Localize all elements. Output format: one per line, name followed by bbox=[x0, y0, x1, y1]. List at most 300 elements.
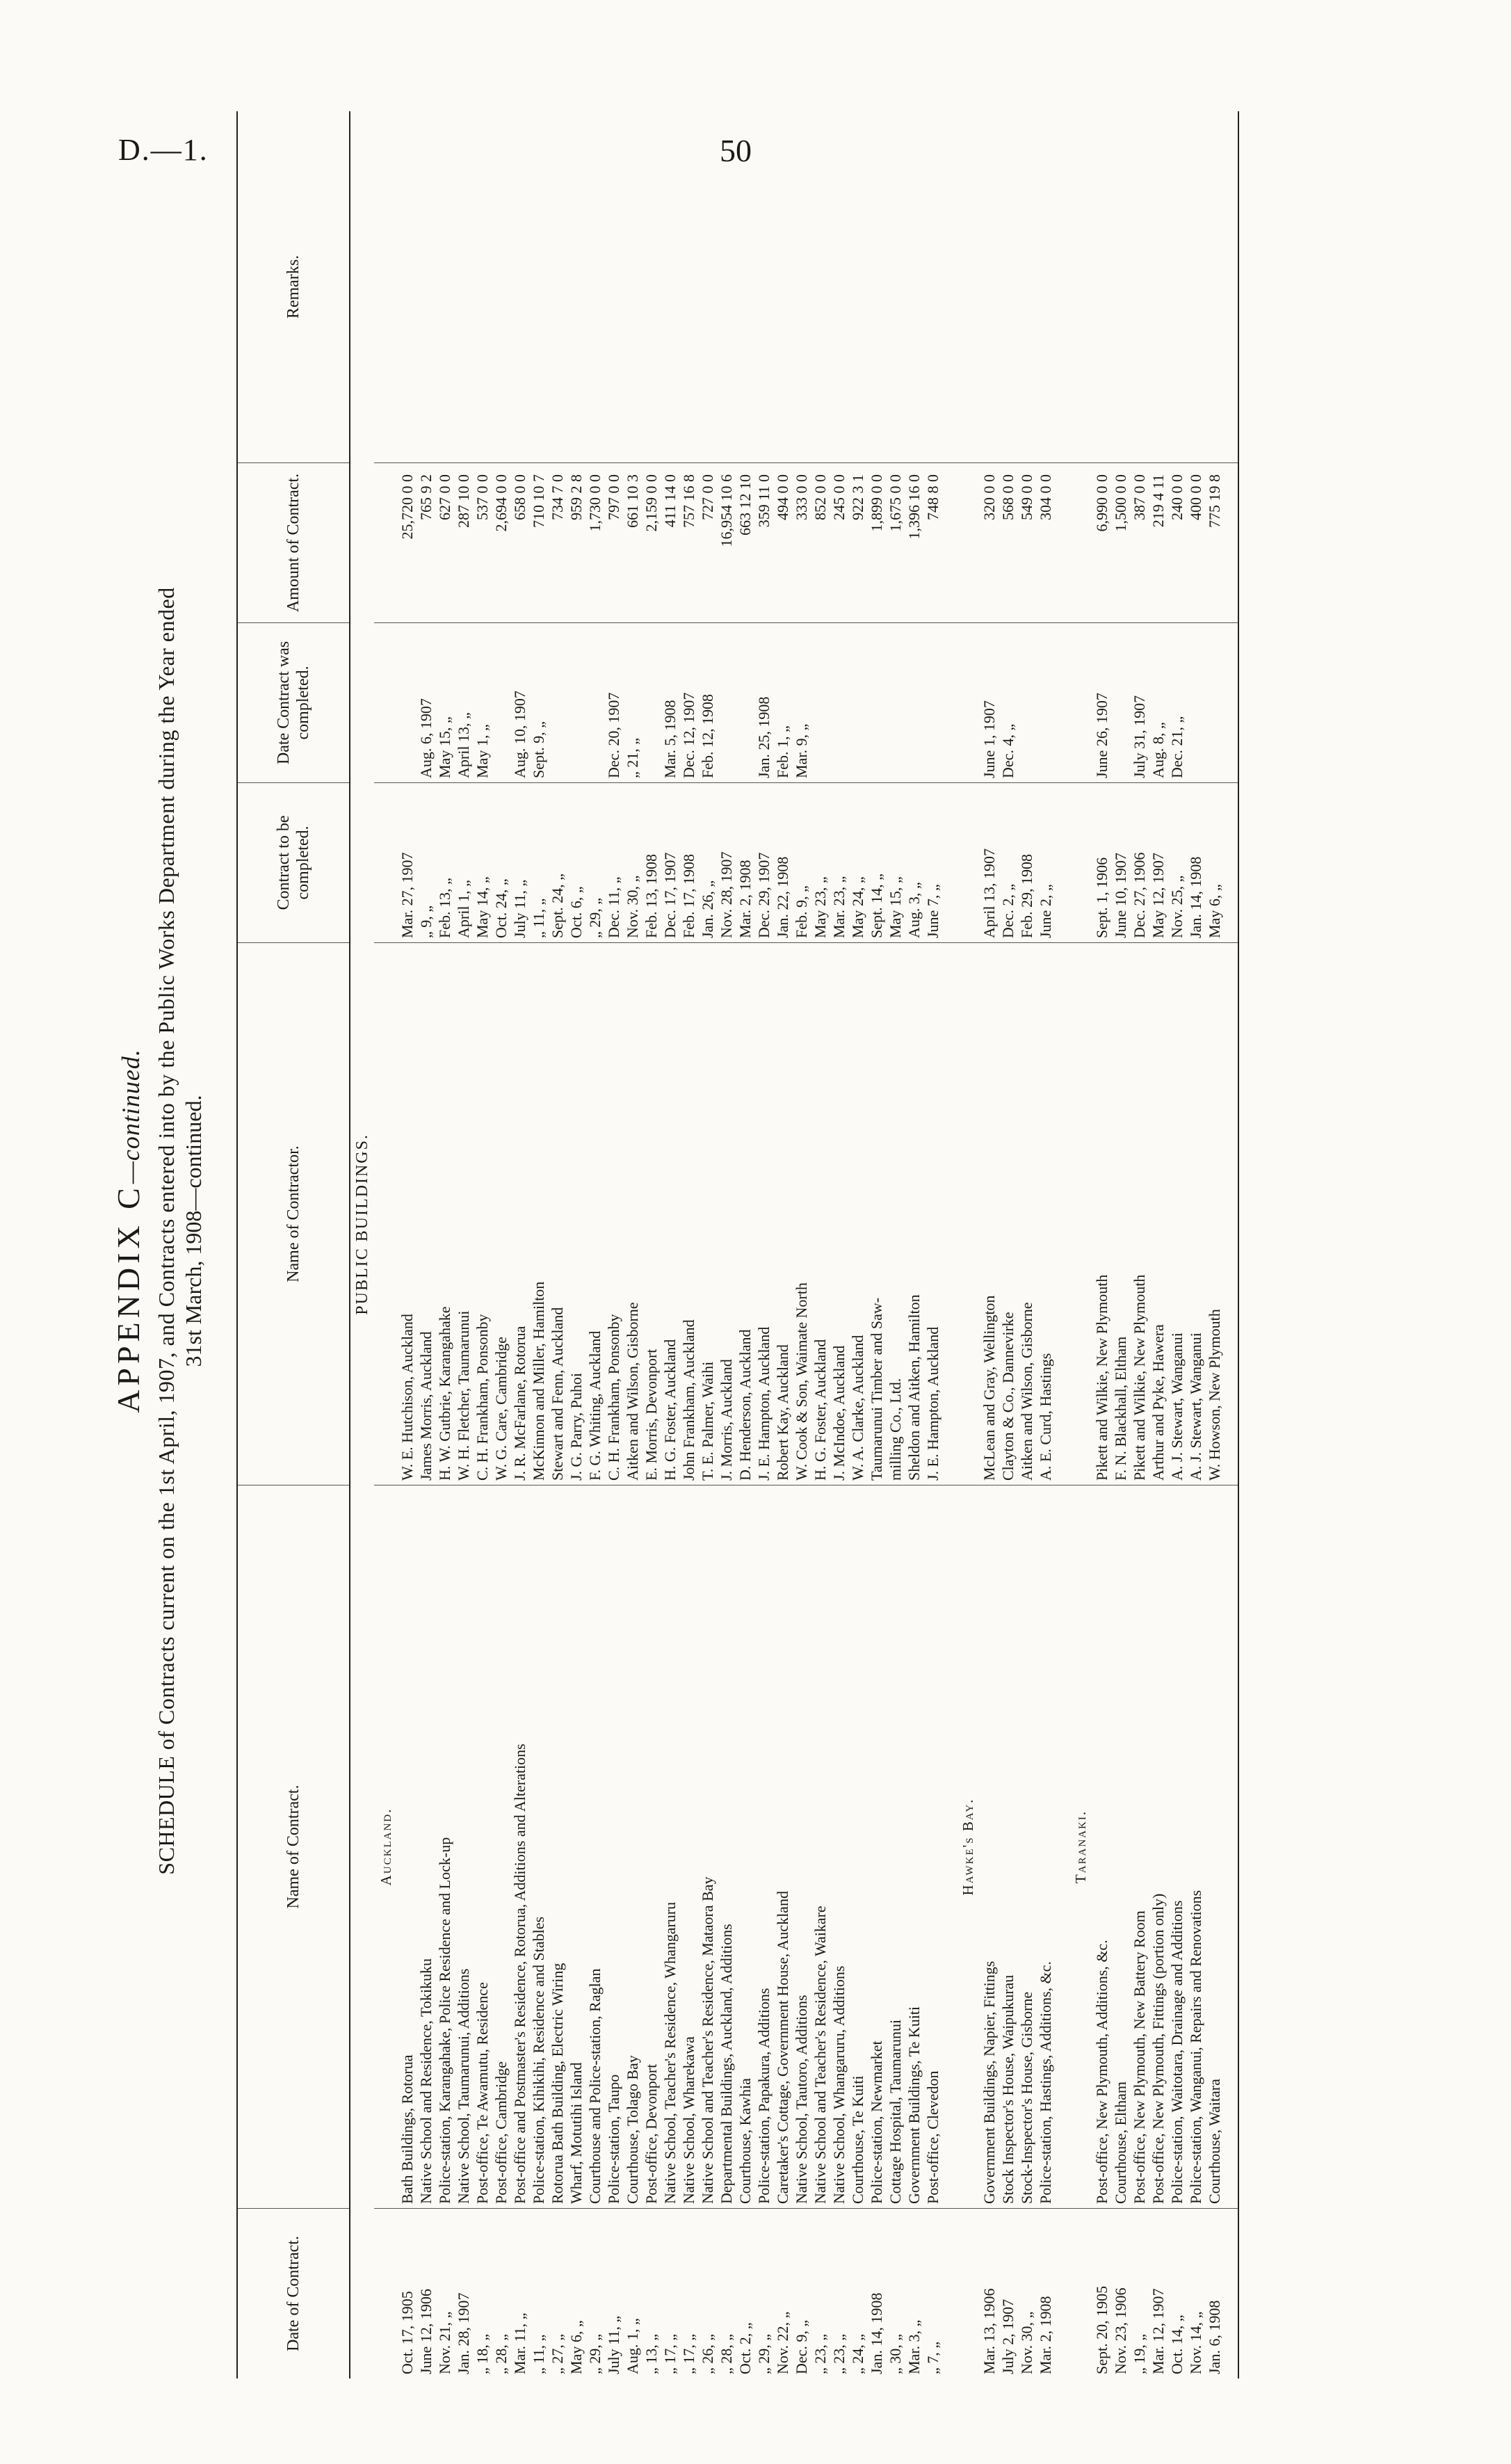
date-completed: Dec. 4, „ bbox=[999, 622, 1017, 782]
table-row bbox=[1167, 111, 1186, 2378]
empty-cell bbox=[473, 111, 492, 462]
empty-cell bbox=[1224, 782, 1238, 942]
amount-of-contract: 333 0 0 bbox=[792, 462, 811, 622]
date-of-contract: Jan. 28, 1907 bbox=[454, 2208, 473, 2378]
table-row bbox=[642, 111, 661, 2378]
empty-cell bbox=[956, 111, 980, 462]
table-row bbox=[923, 111, 942, 2378]
table-row bbox=[1205, 111, 1224, 2378]
empty-cell bbox=[1036, 111, 1055, 462]
contract-to-be-completed: Mar. 27, 1907 bbox=[398, 782, 417, 942]
contract-to-be-completed: Feb. 29, 1908 bbox=[1017, 782, 1036, 942]
name-of-contract: Departmental Buildings, Auckland, Additions bbox=[717, 1485, 736, 2208]
date-completed bbox=[1036, 622, 1055, 782]
rotated-page-content bbox=[104, 83, 1384, 2378]
name-of-contractor: milling Co., Ltd. bbox=[886, 942, 905, 1485]
amount-of-contract: 400 0 0 bbox=[1186, 462, 1205, 622]
amount-of-contract: 658 0 0 bbox=[510, 462, 529, 622]
header-to-complete: Contract to be completed. bbox=[238, 782, 349, 942]
date-of-contract: „ 18, „ bbox=[473, 2208, 492, 2378]
page-number: 50 bbox=[720, 133, 752, 168]
table-row bbox=[698, 111, 717, 2378]
date-completed bbox=[811, 622, 830, 782]
empty-cell bbox=[623, 111, 642, 462]
name-of-contractor: Pikett and Wilkie, New Plymouth bbox=[1092, 942, 1111, 1485]
name-of-contract: Courthouse, Eltham bbox=[1111, 1485, 1130, 2208]
date-completed: Dec. 12, 1907 bbox=[679, 622, 698, 782]
empty-cell bbox=[642, 111, 661, 462]
amount-of-contract: 219 4 11 bbox=[1149, 462, 1167, 622]
date-of-contract: Dec. 9, „ bbox=[792, 2208, 811, 2378]
empty-cell bbox=[1069, 942, 1092, 1485]
amount-of-contract: 727 0 0 bbox=[698, 462, 717, 622]
name-of-contract: Courthouse, Kawhia bbox=[736, 1485, 754, 2208]
name-of-contract: Post-office, Te Awamutu, Residence bbox=[473, 1485, 492, 2208]
empty-cell bbox=[956, 942, 980, 1485]
name-of-contractor: Sheldon and Aitken, Hamilton bbox=[905, 942, 923, 1485]
contract-to-be-completed: May 6, „ bbox=[1205, 782, 1224, 942]
date-completed bbox=[867, 622, 886, 782]
empty-cell bbox=[717, 111, 736, 462]
name-of-contractor: J. McIndoe, Auckland bbox=[830, 942, 848, 1485]
empty-cell bbox=[585, 111, 604, 462]
contract-to-be-completed: Dec. 29, 1907 bbox=[754, 782, 773, 942]
contract-to-be-completed: Aug. 3, „ bbox=[905, 782, 923, 942]
amount-of-contract: 25,720 0 0 bbox=[398, 462, 417, 622]
date-completed: Feb. 12, 1908 bbox=[698, 622, 717, 782]
contract-to-be-completed: May 24, „ bbox=[848, 782, 867, 942]
name-of-contractor: W. E. Hutchison, Auckland bbox=[398, 942, 417, 1485]
date-completed: Jan. 25, 1908 bbox=[754, 622, 773, 782]
date-completed bbox=[830, 622, 848, 782]
name-of-contractor: C. H. Frankham, Ponsonby bbox=[473, 942, 492, 1485]
region-heading-row bbox=[956, 111, 980, 2378]
name-of-contractor: John Frankham, Auckland bbox=[679, 942, 698, 1485]
page-reference: D.—1. bbox=[118, 133, 209, 167]
empty-cell bbox=[1055, 782, 1069, 942]
contract-to-be-completed: Feb. 13, 1908 bbox=[642, 782, 661, 942]
empty-cell bbox=[980, 111, 999, 462]
name-of-contract: Government Buildings, Te Kuiti bbox=[905, 1485, 923, 2208]
date-completed: Aug. 8, „ bbox=[1149, 622, 1167, 782]
name-of-contractor: J. Morris, Auckland bbox=[717, 942, 736, 1485]
name-of-contractor: J. R. McFarlane, Rotorua bbox=[510, 942, 529, 1485]
date-of-contract: „ 28, „ bbox=[492, 2208, 510, 2378]
table-row bbox=[435, 111, 454, 2378]
table-row bbox=[736, 111, 754, 2378]
table-row bbox=[454, 111, 473, 2378]
name-of-contract: Stock-Inspector's House, Gisborne bbox=[1017, 1485, 1036, 2208]
amount-of-contract: 240 0 0 bbox=[1167, 462, 1186, 622]
name-of-contractor: Aitken and Wilson, Gisborne bbox=[1017, 942, 1036, 1485]
amount-of-contract: 775 19 8 bbox=[1205, 462, 1224, 622]
empty-cell bbox=[1224, 2208, 1238, 2378]
section-spacer bbox=[1055, 111, 1069, 2378]
date-of-contract: July 2, 1907 bbox=[999, 2208, 1017, 2378]
empty-cell bbox=[1055, 1485, 1069, 2208]
name-of-contractor: Taumarunui Timber and Saw- bbox=[867, 942, 886, 1485]
name-of-contractor: F. G. Whiting, Auckland bbox=[585, 942, 604, 1485]
table-body bbox=[350, 111, 1238, 2378]
empty-cell bbox=[1069, 2208, 1092, 2378]
contract-to-be-completed: Sept. 1, 1906 bbox=[1092, 782, 1111, 942]
date-completed: Feb. 1, „ bbox=[773, 622, 792, 782]
empty-cell bbox=[454, 111, 473, 462]
amount-of-contract: 16,954 10 6 bbox=[717, 462, 736, 622]
name-of-contract: Stock Inspector's House, Waipukurau bbox=[999, 1485, 1017, 2208]
empty-cell bbox=[604, 111, 623, 462]
empty-cell bbox=[374, 942, 398, 1485]
empty-cell bbox=[1055, 942, 1069, 1485]
name-of-contract: Courthouse, Tolago Bay bbox=[623, 1485, 642, 2208]
empty-cell bbox=[1224, 462, 1238, 622]
empty-cell bbox=[661, 111, 679, 462]
name-of-contractor: A. J. Stewart, Wanganui bbox=[1186, 942, 1205, 1485]
empty-cell bbox=[1224, 942, 1238, 1485]
empty-cell bbox=[999, 111, 1017, 462]
contract-to-be-completed: Sept. 14, „ bbox=[867, 782, 886, 942]
empty-cell bbox=[792, 111, 811, 462]
amount-of-contract: 287 10 0 bbox=[454, 462, 473, 622]
name-of-contract: Native School and Teacher's Residence, Waikare bbox=[811, 1485, 830, 2208]
amount-of-contract: 549 0 0 bbox=[1017, 462, 1036, 622]
schedule-title-line-2: 31st March, 1908—continued. bbox=[181, 1095, 206, 1367]
empty-cell bbox=[867, 111, 886, 462]
amount-of-contract: 1,730 0 0 bbox=[585, 462, 604, 622]
header-contractor: Name of Contractor. bbox=[238, 942, 349, 1485]
amount-of-contract: 757 16 8 bbox=[679, 462, 698, 622]
empty-cell bbox=[1055, 2208, 1069, 2378]
empty-cell bbox=[811, 111, 830, 462]
date-completed bbox=[398, 622, 417, 782]
contract-to-be-completed: July 11, „ bbox=[510, 782, 529, 942]
contract-to-be-completed: Jan. 14, 1908 bbox=[1186, 782, 1205, 942]
date-of-contract: Mar. 11, „ bbox=[510, 2208, 529, 2378]
category-heading: PUBLIC BUILDINGS. bbox=[353, 1134, 371, 1315]
amount-of-contract: 922 3 1 bbox=[848, 462, 867, 622]
table-row bbox=[999, 111, 1017, 2378]
contract-to-be-completed: Dec. 17, 1907 bbox=[661, 782, 679, 942]
empty-cell bbox=[1055, 622, 1069, 782]
date-of-contract: Mar. 3, „ bbox=[905, 2208, 923, 2378]
empty-cell bbox=[492, 111, 510, 462]
empty-cell bbox=[923, 111, 942, 462]
name-of-contract: Native School, Tautoro, Additions bbox=[792, 1485, 811, 2208]
date-of-contract: June 12, 1906 bbox=[417, 2208, 435, 2378]
contract-to-be-completed: „ 9, „ bbox=[417, 782, 435, 942]
empty-cell bbox=[1167, 111, 1186, 462]
name-of-contractor: Pikett and Wilkie, New Plymouth bbox=[1130, 942, 1149, 1485]
date-of-contract: Sept. 20, 1905 bbox=[1092, 2208, 1111, 2378]
amount-of-contract: 494 0 0 bbox=[773, 462, 792, 622]
table-row bbox=[623, 111, 642, 2378]
region-heading: Hawke's Bay. bbox=[956, 1485, 980, 2208]
date-of-contract: „ 27, „ bbox=[548, 2208, 567, 2378]
amount-of-contract: 852 0 0 bbox=[811, 462, 830, 622]
empty-cell bbox=[698, 111, 717, 462]
date-completed: April 13, „ bbox=[454, 622, 473, 782]
table-row bbox=[679, 111, 698, 2378]
table-row bbox=[1149, 111, 1167, 2378]
table-row bbox=[585, 111, 604, 2378]
amount-of-contract: 627 0 0 bbox=[435, 462, 454, 622]
empty-cell bbox=[374, 462, 398, 622]
table-row bbox=[1130, 111, 1149, 2378]
table-row bbox=[867, 111, 886, 2378]
table-row bbox=[548, 111, 567, 2378]
amount-of-contract: 387 0 0 bbox=[1130, 462, 1149, 622]
contract-to-be-completed: Nov. 25, „ bbox=[1167, 782, 1186, 942]
section-spacer bbox=[1224, 111, 1238, 2378]
amount-of-contract: 2,159 0 0 bbox=[642, 462, 661, 622]
header-completed: Date Contract was completed. bbox=[238, 622, 349, 782]
contract-to-be-completed: April 1, „ bbox=[454, 782, 473, 942]
table-row bbox=[1186, 111, 1205, 2378]
table-header-row bbox=[238, 111, 350, 2378]
empty-cell bbox=[1055, 462, 1069, 622]
name-of-contract: Police-station, Karangahake, Police Residence and Lock-up bbox=[435, 1485, 454, 2208]
name-of-contract: Police-station, Kihikihi, Residence and Stables bbox=[529, 1485, 548, 2208]
contract-to-be-completed: May 15, „ bbox=[886, 782, 905, 942]
name-of-contractor: McLean and Gray, Wellington bbox=[980, 942, 999, 1485]
name-of-contractor: Robert Kay, Auckland bbox=[773, 942, 792, 1485]
empty-cell bbox=[1224, 1485, 1238, 2208]
name-of-contractor: E. Morris, Devonport bbox=[642, 942, 661, 1485]
date-of-contract: May 6, „ bbox=[567, 2208, 585, 2378]
contract-to-be-completed: Feb. 17, 1908 bbox=[679, 782, 698, 942]
name-of-contractor: W. H. Fletcher, Taumarunui bbox=[454, 942, 473, 1485]
empty-cell bbox=[1017, 111, 1036, 462]
table-row bbox=[905, 111, 923, 2378]
name-of-contractor: T. E. Palmer, Waihi bbox=[698, 942, 717, 1485]
name-of-contract: Post-office, Devonport bbox=[642, 1485, 661, 2208]
date-completed bbox=[548, 622, 567, 782]
date-of-contract: „ 11, „ bbox=[529, 2208, 548, 2378]
contract-to-be-completed: June 10, 1907 bbox=[1111, 782, 1130, 942]
empty-cell bbox=[1186, 111, 1205, 462]
contract-to-be-completed: Mar. 2, 1908 bbox=[736, 782, 754, 942]
name-of-contractor: F. N. Blackhall, Eltham bbox=[1111, 942, 1130, 1485]
date-of-contract: Mar. 2, 1908 bbox=[1036, 2208, 1055, 2378]
table-row bbox=[1036, 111, 1055, 2378]
empty-cell bbox=[956, 782, 980, 942]
name-of-contract: Police-station, Newmarket bbox=[867, 1485, 886, 2208]
contract-to-be-completed: „ 11, „ bbox=[529, 782, 548, 942]
empty-cell bbox=[1069, 622, 1092, 782]
empty-cell bbox=[830, 111, 848, 462]
date-completed: Dec. 20, 1907 bbox=[604, 622, 623, 782]
name-of-contract: Courthouse and Police-station, Raglan bbox=[585, 1485, 604, 2208]
name-of-contract: Native School, Wharekawa bbox=[679, 1485, 698, 2208]
name-of-contractor: W. G. Care, Cambridge bbox=[492, 942, 510, 1485]
contract-to-be-completed: Dec. 11, „ bbox=[604, 782, 623, 942]
table-row bbox=[398, 111, 417, 2378]
contract-to-be-completed: Dec. 27, 1906 bbox=[1130, 782, 1149, 942]
amount-of-contract: 411 14 0 bbox=[661, 462, 679, 622]
date-of-contract: „ 23, „ bbox=[811, 2208, 830, 2378]
header-date: Date of Contract. bbox=[238, 2208, 349, 2378]
date-completed: Aug. 10, 1907 bbox=[510, 622, 529, 782]
table-row bbox=[1092, 111, 1111, 2378]
amount-of-contract: 661 10 3 bbox=[623, 462, 642, 622]
date-of-contract: „ 17, „ bbox=[661, 2208, 679, 2378]
title-block bbox=[104, 83, 207, 2378]
empty-cell bbox=[942, 111, 956, 462]
amount-of-contract: 748 8 0 bbox=[923, 462, 942, 622]
amount-of-contract: 1,396 16 0 bbox=[905, 462, 923, 622]
name-of-contract: Cottage Hospital, Taumarunui bbox=[886, 1485, 905, 2208]
empty-cell bbox=[942, 1485, 956, 2208]
appendix-title: APPENDIX C—continued. bbox=[111, 1049, 146, 1413]
date-completed: July 31, 1907 bbox=[1130, 622, 1149, 782]
contract-to-be-completed: Feb. 13, „ bbox=[435, 782, 454, 942]
empty-cell bbox=[1069, 111, 1092, 462]
date-completed bbox=[1186, 622, 1205, 782]
name-of-contract: Post-office, Clevedon bbox=[923, 1485, 942, 2208]
header-contract: Name of Contract. bbox=[238, 1485, 349, 2208]
amount-of-contract: 1,675 0 0 bbox=[886, 462, 905, 622]
contract-to-be-completed: Oct. 24, „ bbox=[492, 782, 510, 942]
date-completed: May 15, „ bbox=[435, 622, 454, 782]
name-of-contract: Police-station, Papakura, Additions bbox=[754, 1485, 773, 2208]
table-row bbox=[473, 111, 492, 2378]
date-completed: Mar. 5, 1908 bbox=[661, 622, 679, 782]
table-row bbox=[604, 111, 623, 2378]
table-row bbox=[792, 111, 811, 2378]
region-heading-row bbox=[374, 111, 398, 2378]
region-heading: Taranaki. bbox=[1069, 1485, 1092, 2208]
date-completed: June 26, 1907 bbox=[1092, 622, 1111, 782]
empty-cell bbox=[942, 462, 956, 622]
date-of-contract: Aug. 1, „ bbox=[623, 2208, 642, 2378]
contract-to-be-completed: June 7, „ bbox=[923, 782, 942, 942]
header-remarks: Remarks. bbox=[284, 255, 302, 319]
date-of-contract: Nov. 14, „ bbox=[1186, 2208, 1205, 2378]
contract-to-be-completed: May 12, 1907 bbox=[1149, 782, 1167, 942]
empty-cell bbox=[417, 111, 435, 462]
schedule-title-line-1: SCHEDULE of Contracts current on the 1st April, 1907, and Contracts entered into by the Public Works Department during the Year ended bbox=[154, 587, 179, 1875]
name-of-contractor: D. Henderson, Auckland bbox=[736, 942, 754, 1485]
date-completed bbox=[717, 622, 736, 782]
contract-to-be-completed: Sept. 24, „ bbox=[548, 782, 567, 942]
date-of-contract: „ 7, „ bbox=[923, 2208, 942, 2378]
date-completed bbox=[848, 622, 867, 782]
table-row bbox=[510, 111, 529, 2378]
date-of-contract: Nov. 21, „ bbox=[435, 2208, 454, 2378]
category-heading-row bbox=[350, 111, 374, 2378]
table-row bbox=[754, 111, 773, 2378]
name-of-contract: Government Buildings, Napier, Fittings bbox=[980, 1485, 999, 2208]
date-of-contract: July 11, „ bbox=[604, 2208, 623, 2378]
amount-of-contract: 765 9 2 bbox=[417, 462, 435, 622]
name-of-contractor: A. J. Stewart, Wanganui bbox=[1167, 942, 1186, 1485]
name-of-contractor: J. E. Hampton, Auckland bbox=[923, 942, 942, 1485]
name-of-contract: Native School and Residence, Tokikuku bbox=[417, 1485, 435, 2208]
table-row bbox=[980, 111, 999, 2378]
name-of-contract: Native School and Teacher's Residence, Mataora Bay bbox=[698, 1485, 717, 2208]
name-of-contract: Post-office, New Plymouth, Fittings (portion only) bbox=[1149, 1485, 1167, 2208]
amount-of-contract: 304 0 0 bbox=[1036, 462, 1055, 622]
amount-of-contract: 959 2 8 bbox=[567, 462, 585, 622]
empty-cell bbox=[567, 111, 585, 462]
name-of-contract: Caretaker's Cottage, Government House, Auckland bbox=[773, 1485, 792, 2208]
contract-to-be-completed: Jan. 26, „ bbox=[698, 782, 717, 942]
name-of-contract: Post-office and Postmaster's Residence, Rotorua, Additions and Alterations bbox=[510, 1485, 529, 2208]
date-completed bbox=[567, 622, 585, 782]
contract-to-be-completed: Feb. 9, „ bbox=[792, 782, 811, 942]
date-of-contract: Oct. 17, 1905 bbox=[398, 2208, 417, 2378]
name-of-contract: Police-station, Waitotara, Drainage and Additions bbox=[1167, 1485, 1186, 2208]
amount-of-contract: 1,899 0 0 bbox=[867, 462, 886, 622]
amount-of-contract: 359 11 0 bbox=[754, 462, 773, 622]
date-completed bbox=[585, 622, 604, 782]
date-completed bbox=[736, 622, 754, 782]
amount-of-contract: 320 0 0 bbox=[980, 462, 999, 622]
region-heading: Auckland. bbox=[374, 1485, 398, 2208]
empty-cell bbox=[1130, 111, 1149, 462]
empty-cell bbox=[548, 111, 567, 462]
empty-cell bbox=[956, 2208, 980, 2378]
contract-to-be-completed: Jan. 22, 1908 bbox=[773, 782, 792, 942]
amount-of-contract: 734 7 0 bbox=[548, 462, 567, 622]
empty-cell bbox=[1092, 111, 1111, 462]
date-of-contract: „ 13, „ bbox=[642, 2208, 661, 2378]
table-row bbox=[886, 111, 905, 2378]
empty-cell bbox=[773, 111, 792, 462]
contract-to-be-completed: „ 29, „ bbox=[585, 782, 604, 942]
empty-cell bbox=[956, 622, 980, 782]
date-of-contract: „ 19, „ bbox=[1130, 2208, 1149, 2378]
date-completed: May 1, „ bbox=[473, 622, 492, 782]
empty-cell bbox=[529, 111, 548, 462]
name-of-contract: Courthouse, Te Kuiti bbox=[848, 1485, 867, 2208]
name-of-contractor: A. E. Curd, Hastings bbox=[1036, 942, 1055, 1485]
name-of-contract: Native School, Teacher's Residence, Whangaruru bbox=[661, 1485, 679, 2208]
name-of-contract: Wharf, Motutihi Island bbox=[567, 1485, 585, 2208]
contract-to-be-completed: May 23, „ bbox=[811, 782, 830, 942]
empty-cell bbox=[374, 782, 398, 942]
name-of-contractor: W. Cook & Son, Waimate North bbox=[792, 942, 811, 1485]
name-of-contract: Post-office, New Plymouth, New Battery Room bbox=[1130, 1485, 1149, 2208]
empty-cell bbox=[1055, 111, 1069, 462]
empty-cell bbox=[398, 111, 417, 462]
date-of-contract: Nov. 23, 1906 bbox=[1111, 2208, 1130, 2378]
amount-of-contract: 6,990 0 0 bbox=[1092, 462, 1111, 622]
name-of-contract: Courthouse, Waitara bbox=[1205, 1485, 1224, 2208]
date-completed bbox=[1205, 622, 1224, 782]
empty-cell bbox=[1069, 782, 1092, 942]
table-row bbox=[830, 111, 848, 2378]
empty-cell bbox=[886, 111, 905, 462]
name-of-contractor: Arthur and Pyke, Hawera bbox=[1149, 942, 1167, 1485]
name-of-contractor: H. G. Foster, Auckland bbox=[811, 942, 830, 1485]
empty-cell bbox=[848, 111, 867, 462]
contract-to-be-completed: Mar. 23, „ bbox=[830, 782, 848, 942]
date-of-contract: „ 28, „ bbox=[717, 2208, 736, 2378]
name-of-contract: Post-office, New Plymouth, Additions, &c. bbox=[1092, 1485, 1111, 2208]
date-completed: Dec. 21, „ bbox=[1167, 622, 1186, 782]
name-of-contract: Native School, Taumarunui, Additions bbox=[454, 1485, 473, 2208]
empty-cell bbox=[374, 2208, 398, 2378]
empty-cell bbox=[736, 111, 754, 462]
date-of-contract: Nov. 22, „ bbox=[773, 2208, 792, 2378]
date-of-contract: „ 29, „ bbox=[754, 2208, 773, 2378]
table-row bbox=[417, 111, 435, 2378]
contract-to-be-completed: Nov. 30, „ bbox=[623, 782, 642, 942]
empty-cell bbox=[374, 622, 398, 782]
date-completed bbox=[886, 622, 905, 782]
name-of-contract: Post-office, Cambridge bbox=[492, 1485, 510, 2208]
